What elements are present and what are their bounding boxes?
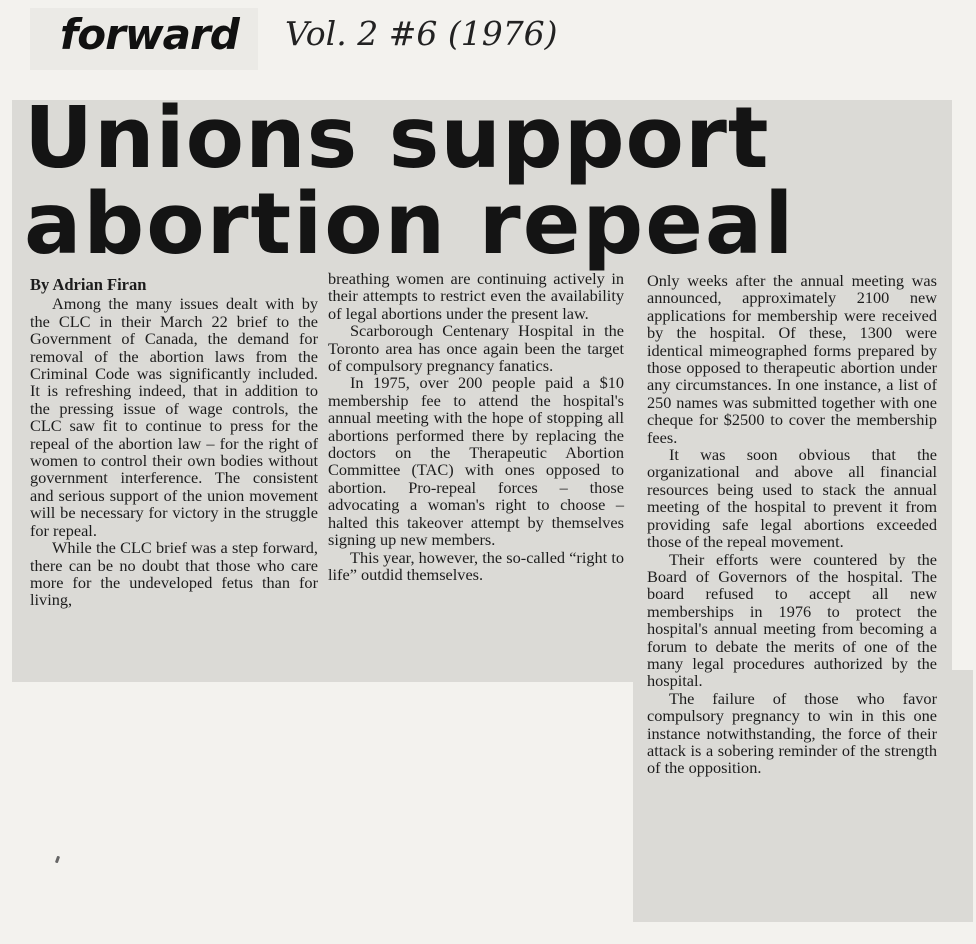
masthead-clipping (30, 8, 258, 70)
headline-line-2: abortion repeal (24, 175, 796, 274)
paragraph: The failure of those who favor compulsory pregnancy to win in this one instance notwithstanding, the force of their attack is a sobering reminder of the strength of the opposition. (647, 688, 937, 778)
paragraph: Their efforts were countered by the Board of Governors of the hospital. The board refused to accept all new memberships in 1976 to protect the hospital's annual meeting from becoming a forum to debate the merits of one of the many legal procedures authorized by the hospital. (647, 549, 937, 691)
paragraph: This year, however, the so-called “right to life” outdid themselves. (328, 547, 624, 584)
paragraph: Among the many issues dealt with by the CLC in their March 22 brief to the Government of Canada, the demand for removal of the abortion laws from the Criminal Code was significantly included. It is refreshing indeed, that in addition to the pressing issue of wage controls, the CLC saw fit to continue to press for the repeal of the abortion law – for the right of women to control their own bodies without government interference. The consistent and serious support of the union movement will be necessary for victory in the struggle for repeal. (30, 294, 318, 540)
byline: By Adrian Firan (30, 275, 147, 294)
headline-line-1: Unions support (24, 89, 770, 188)
article-column-1 (30, 276, 318, 609)
handwritten-issue-note: Vol. 2 #6 (1976) (285, 14, 558, 53)
paper-speck (55, 856, 60, 864)
paragraph: breathing women are continuing actively in their attempts to restrict even the availability of legal abortions under the present law. (328, 269, 624, 323)
publication-logo: forward (60, 10, 239, 59)
paragraph: While the CLC brief was a step forward, there can be no doubt that those who care more for the undeveloped fetus than for living, (30, 538, 318, 610)
paragraph: Only weeks after the annual meeting was announced, approximately 2100 new applications for membership were received by the hospital. Of these, 1300 were identical mimeographed forms prepared by those opposed to therapeutic abortion under any circumstances. In one instance, a list of 250 names was submitted together with one cheque for $2500 to cover the membership fees. (647, 271, 937, 447)
paragraph: It was soon obvious that the organizational and above all financial resources being used to stack the annual meeting of the hospital to prevent it from providing safe legal abortions exceeded those of the repeal movement. (647, 445, 937, 552)
article-column-3 (647, 272, 937, 777)
paragraph: In 1975, over 200 people paid a $10 membership fee to attend the hospital's annual meeting with the hope of stopping all abortions performed there by replacing the doctors on the Therapeutic Abortion Committee (TAC) with ones opposed to abortion. Pro-repeal forces – those advocating a woman's right to choose – halted this takeover attempt by themselves signing up new members. (328, 373, 624, 550)
paragraph: Scarborough Centenary Hospital in the Toronto area has once again been the target of compulsory pregnancy fanatics. (328, 321, 624, 376)
article-headline (24, 89, 796, 274)
article-column-2 (328, 270, 624, 583)
